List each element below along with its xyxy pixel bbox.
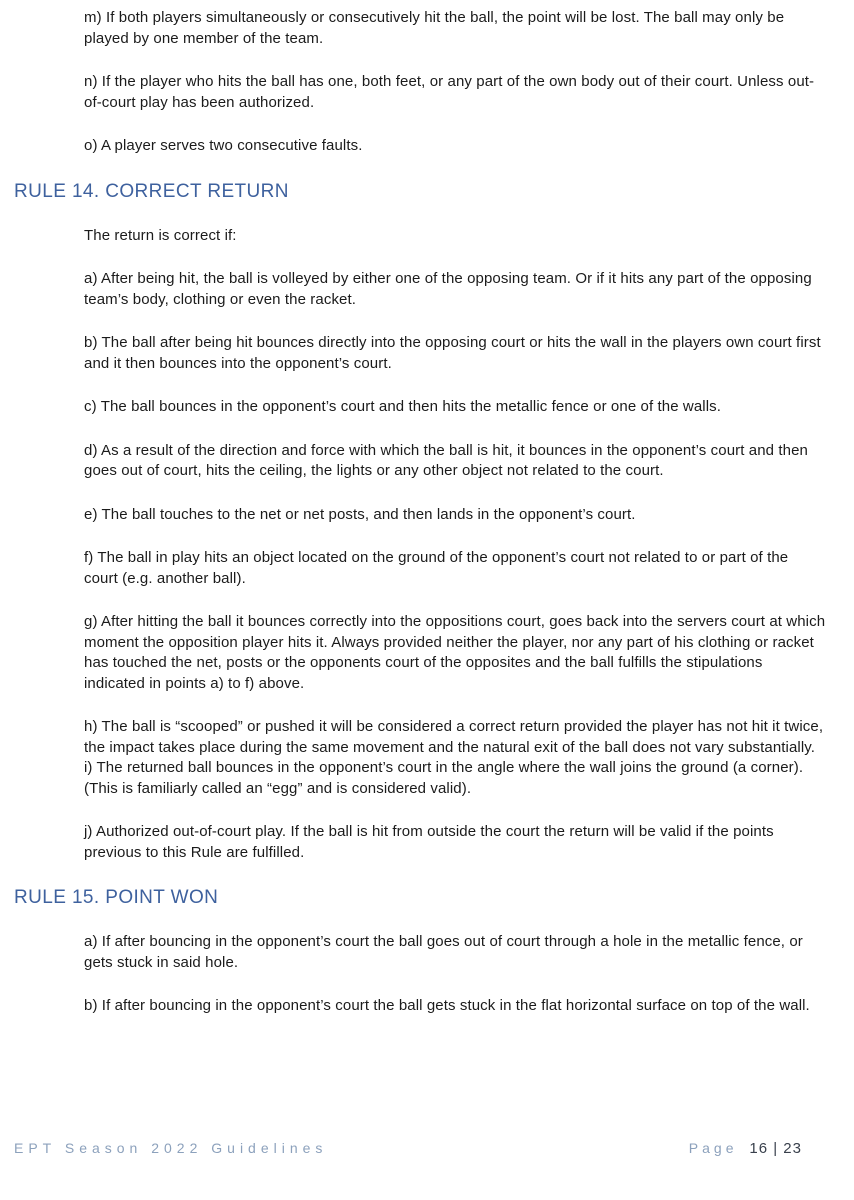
paragraph-intro: The return is correct if: [84,226,237,244]
paragraph-h: h) The ball is “scooped” or pushed it will be considered a correct return provided the player has not hit it twice, the impact takes place during the same movement and the natural exit of the ball does not vary substantially. [84,718,824,756]
paragraph-f: f) The ball in play hits an object located on the ground of the opponent’s court not related to or part of the court (e.g. another ball). [84,549,789,587]
paragraph-g: g) After hitting the ball it bounces correctly into the oppositions court, goes back into the servers court at which moment the opposition player hits it. Always provided neither the player, nor any part of his clothing or racket has touched the net, posts or the opponents court of the opposites and the ball fulfills the stipulations indicated in points a) to f) above. [84,613,826,692]
paragraph-a: a) After being hit, the ball is volleyed by either one of the opposing team. Or if it hits any part of the opposing team’s body, clothing or even the racket. [84,270,812,308]
footer-page-number: 16 | 23 [749,1140,802,1157]
paragraph-b: b) The ball after being hit bounces directly into the opposing court or hits the wall in the players own court first and it then bounces into the opponent’s court. [84,334,821,372]
paragraph-rule15-b: b) If after bouncing in the opponent’s court the ball gets stuck in the flat horizontal surface on top of the wall. [84,997,810,1014]
footer-page-indicator [689,1140,802,1157]
page-footer [14,1140,802,1157]
footer-doc-title: EPT Season 2022 Guidelines [14,1140,328,1156]
paragraph-m: m) If both players simultaneously or consecutively hit the ball, the point will be lost. The ball may only be played by one member of the team. [84,9,785,47]
paragraph-n: n) If the player who hits the ball has one, both feet, or any part of the own body out of their court. Unless out-of-court play has been authorized. [84,73,815,111]
paragraph-e: e) The ball touches to the net or net posts, and then lands in the opponent’s court. [84,505,636,523]
rule-14-heading: RULE 14. CORRECT RETURN [14,180,289,202]
paragraph-j: j) Authorized out-of-court play. If the ball is hit from outside the court the return will be valid if the points previous to this Rule are fulfilled. [84,823,774,861]
rule-15-heading: RULE 15. POINT WON [14,887,219,908]
paragraph-c: c) The ball bounces in the opponent’s court and then hits the metallic fence or one of the walls. [84,398,722,415]
paragraph-o: o) A player serves two consecutive faults. [84,137,363,154]
paragraph-i: i) The returned ball bounces in the opponent’s court in the angle where the wall joins the ground (a corner). (This is familiarly called an “egg” and is considered valid). [84,759,804,797]
footer-page-label: Page [688,1140,738,1156]
paragraph-d: d) As a result of the direction and force with which the ball is hit, it bounces in the opponent’s court and then goes out of court, hits the ceiling, the lights or any other object not related to the court. [84,441,808,479]
paragraph-rule15-a: a) If after bouncing in the opponent’s court the ball goes out of court through a hole in the metallic fence, or gets stuck in said hole. [84,933,803,971]
